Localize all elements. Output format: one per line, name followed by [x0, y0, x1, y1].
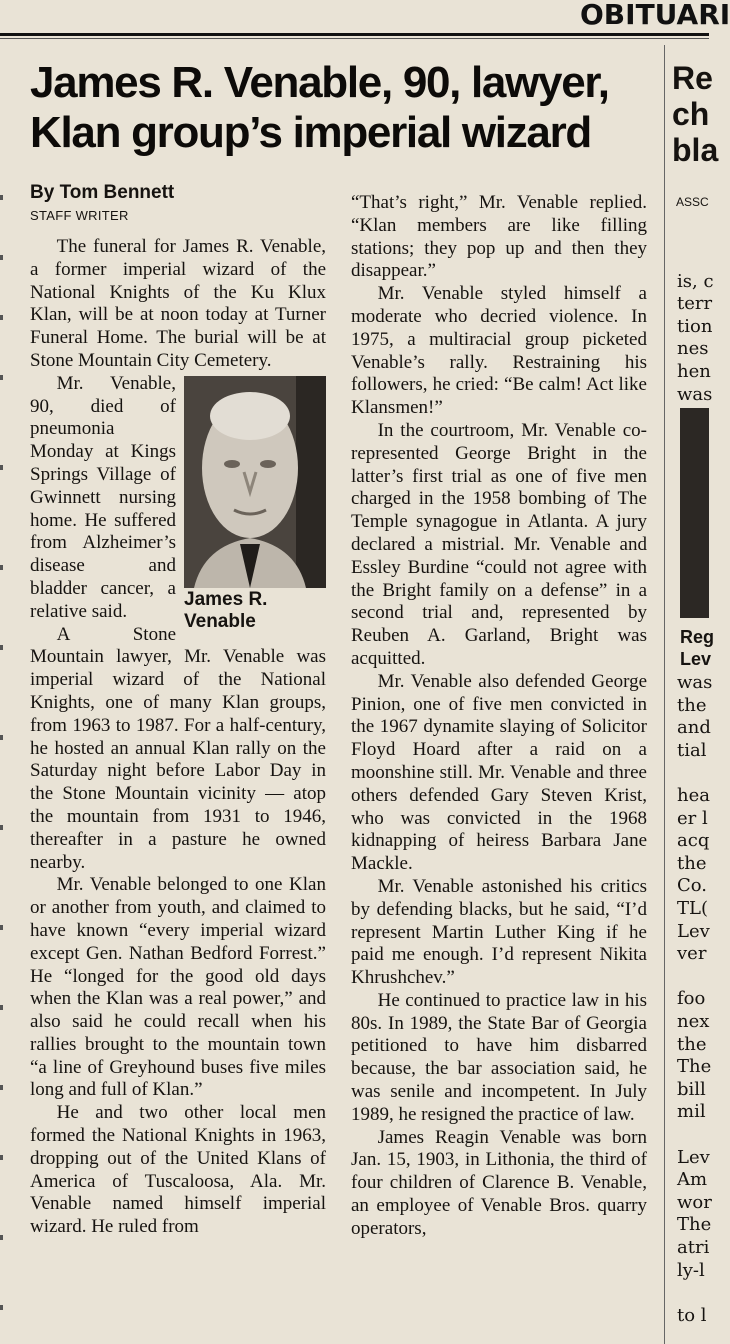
adjacent-text-fragment: TL(: [677, 898, 708, 919]
adjacent-text-fragment: the: [677, 852, 707, 874]
adjacent-text-fragment: hen: [677, 361, 711, 382]
adjacent-text-fragment: Am: [677, 1169, 708, 1191]
adjacent-text-fragment: is, c: [677, 270, 714, 292]
adjacent-text-fragment: Lev: [677, 1146, 710, 1168]
paragraph: Mr. Venable styled himself a moderate who decried violence. In 1975, a multiracial group picketed Venable’s rally. Restraining his followers, he cried: “Be calm! Act like Klansmen!”: [351, 283, 647, 419]
article-column-1: [30, 236, 326, 1344]
staff-label: STAFF WRITER: [30, 208, 129, 223]
adjacent-text-fragment: Co.: [677, 875, 708, 897]
article-headline: James R. Venable, 90, lawyer, Klan group’s imperial wizard: [30, 58, 609, 157]
paragraph: He and two other local men formed the National Knights in 1963, dropping out of the United Klans of America of Tuscaloosa, Ala. Mr. Venable named himself imperial wizard. He ruled from: [30, 1102, 326, 1238]
paragraph: A Stone Mountain lawyer, Mr. Venable was imperial wizard of the National Knights, one of many Klan groups, from 1963 to 1987. For a half-century, he hosted an annual Klan rally on the Saturday night before Labor Day in the Stone Mountain vicinity — atop the mountain from 1931 to 1946, thereafter in a pasture he owned nearby.: [30, 623, 326, 873]
photo-caption: James R. Venable: [184, 588, 268, 632]
adjacent-text-fragment: tion: [677, 315, 713, 337]
paragraph: Mr. Venable belonged to one Klan or another from youth, and claimed to have known “every imperial wizard except Gen. Nathan Bedford Forrest.” He “longed for the good old days when the Klan was a real power,” and also said he could recall when his rallies brought to the mountain town “a line of Greyhound buses five miles long and full of Klan.”: [30, 874, 326, 1101]
adjacent-text-fragment: The: [677, 1056, 712, 1078]
paragraph: Mr. Venable also defended George Pinion, one of five men convicted in the 1967 dynamite slaying of Solicitor Floyd Hoard after a raid on a moonshine still. Mr. Venable and three others defended Gary Steven Krist, who was convicted in the 1968 kidnapping of heiress Barbara Jane Mackle.: [351, 670, 647, 875]
portrait-figure: [184, 376, 326, 633]
portrait-image: [184, 376, 326, 588]
paragraph: “That’s right,” Mr. Venable replied. “Klan members are like filling stations; they pop up and then they disappear.”: [351, 192, 647, 282]
paragraph: The funeral for James R. Venable, a former imperial wizard of the National Knights of the Ku Klux Klan, will be at noon today at Turner Funeral Home. The burial will be at Stone Mountain City Cemetery.: [30, 236, 326, 371]
adjacent-text-fragment: er l: [677, 807, 708, 829]
section-label: OBITUARI: [580, 0, 730, 31]
paragraph: He continued to practice law in his 80s. In 1989, the State Bar of Georgia petitioned to have him disbarred because, the bar association said, he was senile and incompetent. In July 1989, he resigned the practice of law.: [351, 989, 647, 1125]
adjacent-text-fragment: tial: [677, 739, 707, 761]
adjacent-text-fragment: nes: [677, 338, 709, 360]
adjacent-text-fragment: terr: [677, 293, 713, 315]
adjacent-headline-line: ch: [672, 96, 710, 132]
adjacent-text-fragment: nex: [677, 1011, 710, 1032]
adjacent-caption-line: Reg: [680, 627, 715, 647]
adjacent-caption: [680, 626, 715, 670]
adjacent-text-fragment: ver: [677, 943, 707, 965]
adjacent-headline-line: bla: [672, 132, 719, 168]
adjacent-text-fragment: Lev: [677, 920, 710, 942]
adjacent-text-fragment: bill: [677, 1078, 706, 1100]
byline: By Tom Bennett: [30, 182, 175, 203]
adjacent-text-fragment: was: [677, 383, 713, 405]
adjacent-text-fragment: to l: [677, 1304, 707, 1326]
article-column-2: [351, 192, 647, 1344]
adjacent-text-fragment: and: [677, 717, 711, 739]
left-edge-fragments: [0, 45, 4, 1344]
adjacent-text-fragment: mil: [677, 1101, 706, 1123]
column-divider: [664, 45, 665, 1344]
adjacent-text-fragment: The: [677, 1214, 712, 1236]
adjacent-text-fragment: acq: [677, 830, 710, 852]
adjacent-caption-line: Lev: [680, 649, 712, 669]
adjacent-text-fragment: hea: [677, 785, 710, 806]
adjacent-text-fragment: wor: [677, 1191, 712, 1213]
adjacent-text-fragment: was: [677, 672, 713, 693]
adjacent-text-fragment: the: [677, 1033, 707, 1055]
top-thin-rule: [0, 38, 709, 39]
paragraph: Mr. Venable astonished his critics by defending blacks, but he said, “I’d represent Martin Luther King if he paid me enough. I’d represent Nikita Khrushchev.”: [351, 875, 647, 989]
adjacent-wire-credit: ASSC: [676, 195, 709, 209]
paragraph: James Reagin Venable was born Jan. 15, 1903, in Lithonia, the third of four children of Clarence B. Venable, an employee of Venable Bros. quarry operators,: [351, 1126, 647, 1239]
adjacent-text-fragment: atri: [677, 1237, 710, 1258]
adjacent-headline-line: Re: [672, 60, 713, 96]
portrait-photo: [184, 376, 326, 588]
paragraph: In the courtroom, Mr. Venable co-represented George Bright in the latter’s first trial as one of five men charged in the 1958 bombing of The Temple synagogue in Atlanta. A jury declared a mistrial. Mr. Venable and Essley Burdine “could not agree with the Bright family on a defense” in a second trial and, represented by Reuben A. Garland, Bright was acquitted.: [351, 419, 647, 669]
adjacent-photo: [680, 408, 709, 618]
paragraph: Mr. Venable, 90, died of pneumonia Monday at Kings Springs Village of Gwinnett nursing home. He suffered from Alzheimer’s disease and bladder cancer, a relative said.: [30, 372, 176, 622]
adjacent-text-fragment: ly-l: [677, 1259, 705, 1281]
top-rule: [0, 33, 709, 36]
adjacent-text-fragment: the: [677, 694, 707, 716]
adjacent-story-headline: [672, 60, 719, 168]
adjacent-text-fragment: foo: [677, 988, 706, 1010]
